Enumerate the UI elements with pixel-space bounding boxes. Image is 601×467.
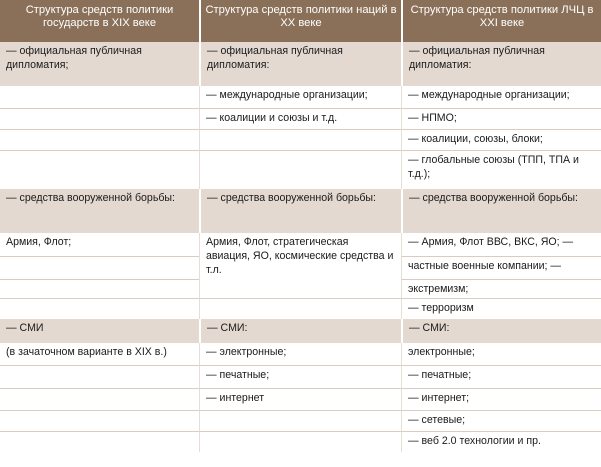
col1-armed: — средства вооруженной борьбы: <box>0 189 199 233</box>
col1-empty-cell <box>0 256 199 279</box>
col1-empty-cell <box>0 298 199 319</box>
col3-electronic: электронные; <box>401 343 601 365</box>
col1-diplomacy: — официальная публичная дипломатия; <box>0 42 199 86</box>
col2-diplomacy: — официальная публичная дипломатия: <box>199 42 401 86</box>
col3-print: — печатные; <box>401 365 601 388</box>
col3-internet: — интернет; <box>401 388 601 410</box>
col2-empty-cell <box>199 298 401 319</box>
col3-global-unions: — глобальные союзы (ТПП, ТПА и т.д.); <box>401 150 601 189</box>
col3-pmc: частные военные компании; — <box>401 256 601 279</box>
col3-media: — СМИ: <box>401 319 601 343</box>
header-21st-century: Структура средств политики ЛЧЦ в XXI веке <box>401 0 601 42</box>
col2-print: — печатные; <box>199 365 401 388</box>
col1-empty-cell <box>0 388 199 410</box>
col1-empty-cell <box>0 129 199 150</box>
header-20th-century: Структура средств политики наций в XX веке <box>199 0 401 42</box>
header-19th-century: Структура средств политики государств в XIX веке <box>0 0 199 42</box>
col2-coalitions: — коалиции и союзы и т.д. <box>199 108 401 129</box>
col1-media-note: (в зачаточном варианте в XIX в.) <box>0 343 199 365</box>
col1-empty-cell <box>0 365 199 388</box>
col3-coalitions: — коалиции, союзы, блоки; <box>401 129 601 150</box>
col2-internet: — интернет <box>199 388 401 410</box>
col1-empty-cell <box>0 86 199 108</box>
col3-armed: — средства вооруженной борьбы: <box>401 189 601 233</box>
col2-electronic: — электронные; <box>199 343 401 365</box>
col2-empty-cell <box>199 410 401 431</box>
col3-diplomacy: — официальная публичная дипломатия: <box>401 42 601 86</box>
col1-empty-cell <box>0 150 199 189</box>
col3-intl-orgs: — международные организации; <box>401 86 601 108</box>
col3-web20: — веб 2.0 технологии и пр. <box>401 431 601 452</box>
col3-network: — сетевые; <box>401 410 601 431</box>
col1-empty-cell <box>0 410 199 431</box>
col2-army: Армия, Флот, стратегическая авиация, ЯО, космические средства и т.л. <box>199 233 401 298</box>
col2-intl-orgs: — международные организации; <box>199 86 401 108</box>
col1-empty-cell <box>0 108 199 129</box>
col1-empty-cell <box>0 279 199 298</box>
col1-empty-cell <box>0 431 199 452</box>
col2-media: — СМИ: <box>199 319 401 343</box>
col3-extremism: экстремизм; <box>401 279 601 298</box>
col2-empty-cell <box>199 129 401 150</box>
col3-ngo: — НПМО; <box>401 108 601 129</box>
col1-army: Армия, Флот; <box>0 233 199 256</box>
col3-army: — Армия, Флот ВВС, ВКС, ЯО; — <box>401 233 601 256</box>
col1-media: — СМИ <box>0 319 199 343</box>
col3-terrorism: — терроризм <box>401 298 601 319</box>
col2-empty-cell <box>199 431 401 452</box>
col2-armed: — средства вооруженной борьбы: <box>199 189 401 233</box>
col2-empty-cell <box>199 150 401 189</box>
